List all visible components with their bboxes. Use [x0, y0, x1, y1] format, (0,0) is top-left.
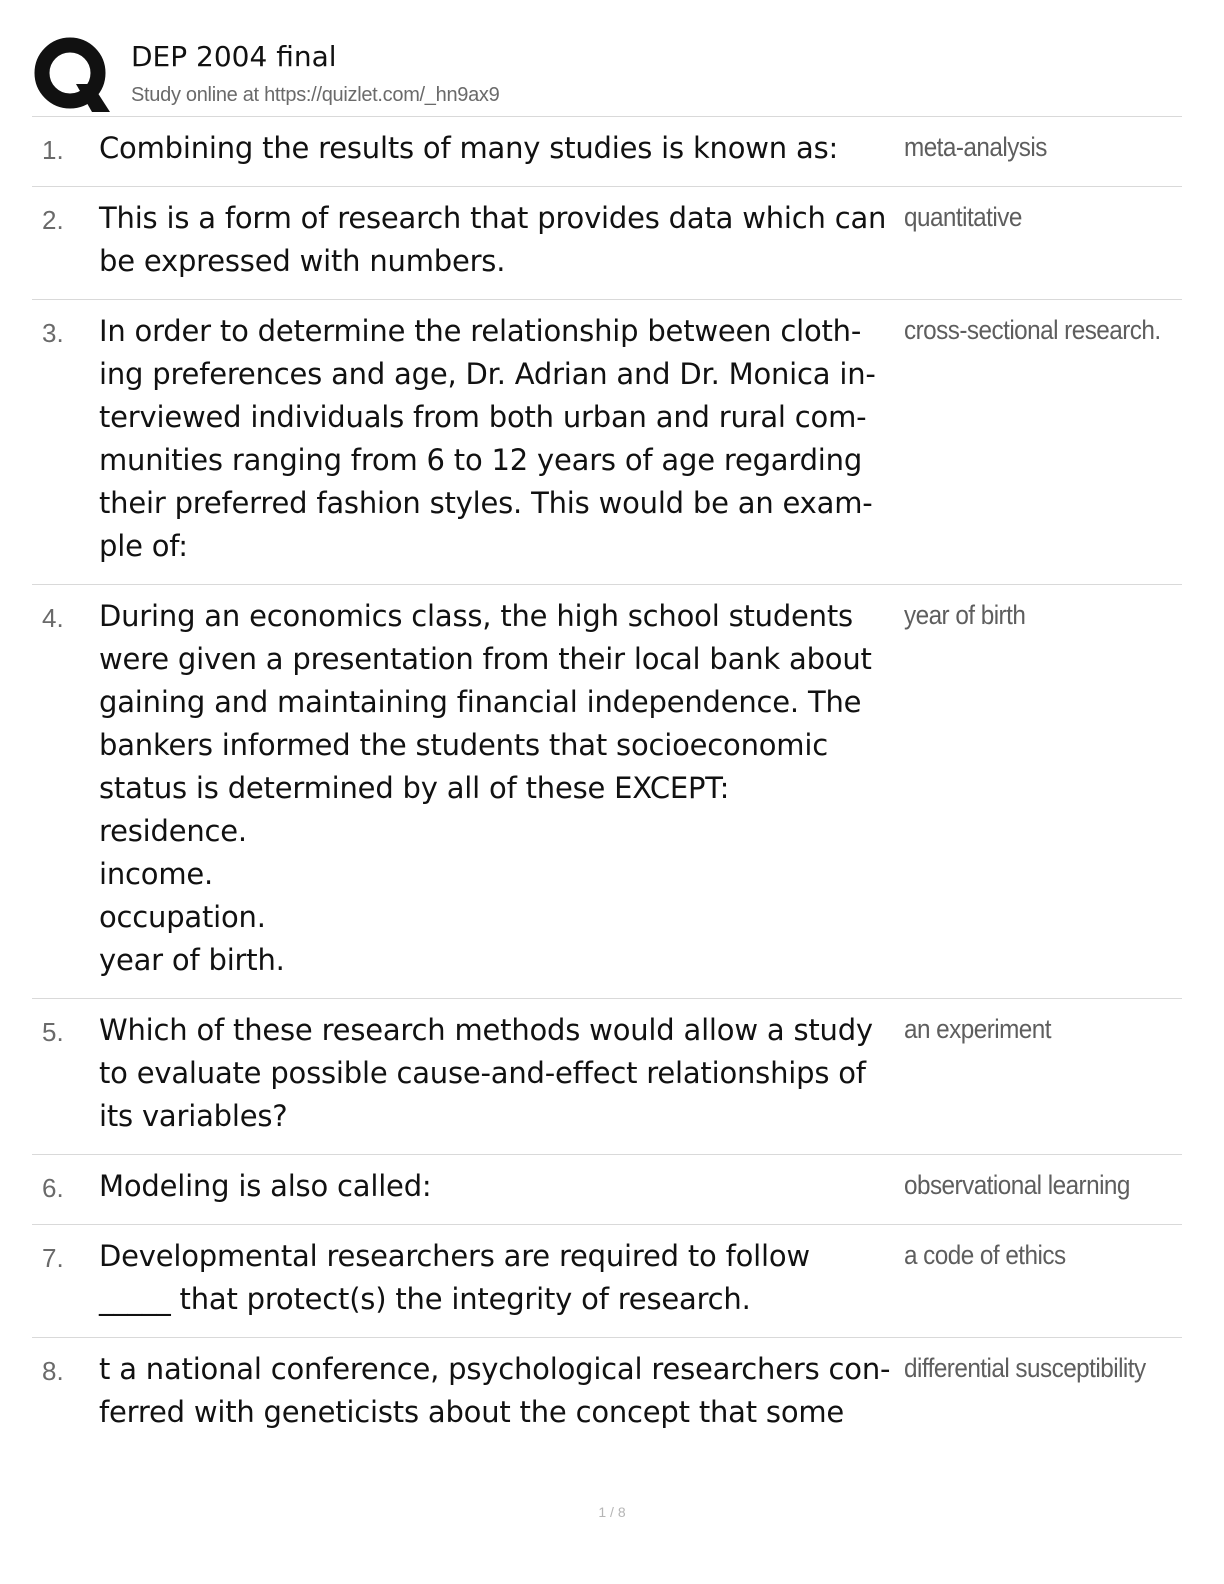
item-term: In order to determine the relationship between cloth- ing preferences and age, Dr. Adrian and Dr. Monica in- terviewed individuals from both urban and rural com- munities ranging from 6 to 12 years of age regarding their preferred fashion styles. This would be an exam- ple of:	[99, 314, 876, 563]
flashcard-item	[32, 117, 1182, 187]
flashcard-item	[32, 187, 1182, 300]
item-term: Developmental researchers are required to follow _____ that protect(s) the integrity of research.	[99, 1239, 810, 1316]
item-term: Which of these research methods would allow a study to evaluate possible cause-and-effect relationships of its variables?	[99, 1013, 873, 1133]
page-number: 1 / 8	[598, 1504, 626, 1520]
item-definition: an experiment	[904, 1014, 1051, 1044]
flashcard-item	[32, 585, 1182, 999]
item-definition: year of birth	[904, 600, 1026, 630]
item-term: t a national conference, psychological researchers con- ferred with geneticists about the concept that some	[99, 1352, 891, 1429]
item-definition: a code of ethics	[904, 1240, 1066, 1270]
item-definition: observational learning	[904, 1170, 1130, 1200]
item-definition: quantitative	[904, 202, 1022, 232]
item-number: 4.	[42, 603, 64, 633]
item-number: 8.	[42, 1356, 64, 1386]
item-term: Combining the results of many studies is known as:	[99, 131, 839, 165]
item-term: This is a form of research that provides data which can be expressed with numbers.	[99, 201, 887, 278]
document-title: DEP 2004 final	[131, 40, 337, 73]
item-definition: meta-analysis	[904, 132, 1047, 162]
item-definition: differential susceptibility	[904, 1353, 1146, 1383]
quizlet-logo-icon	[32, 34, 112, 114]
item-number: 6.	[42, 1173, 64, 1203]
item-number: 5.	[42, 1017, 64, 1047]
document-header	[32, 34, 1182, 116]
flashcard-item	[32, 1338, 1182, 1450]
flashcard-item	[32, 999, 1182, 1155]
item-number: 1.	[42, 135, 64, 165]
item-number: 2.	[42, 205, 64, 235]
flashcard-item	[32, 1225, 1182, 1338]
item-term: Modeling is also called:	[99, 1169, 432, 1203]
flashcard-list	[32, 117, 1182, 1450]
item-number: 7.	[42, 1243, 64, 1273]
study-online-link[interactable]: Study online at https://quizlet.com/_hn9ax9	[131, 84, 500, 106]
flashcard-item	[32, 1155, 1182, 1225]
item-term: During an economics class, the high school students were given a presentation from their local bank about gaining and maintaining financial independence. The bankers informed the students that socioeconomic status is determined by all of these EXCEPT: residence. income. occupation. year of birth.	[99, 599, 872, 977]
item-number: 3.	[42, 318, 64, 348]
item-definition: cross-sectional research.	[904, 315, 1161, 345]
flashcard-item	[32, 300, 1182, 585]
